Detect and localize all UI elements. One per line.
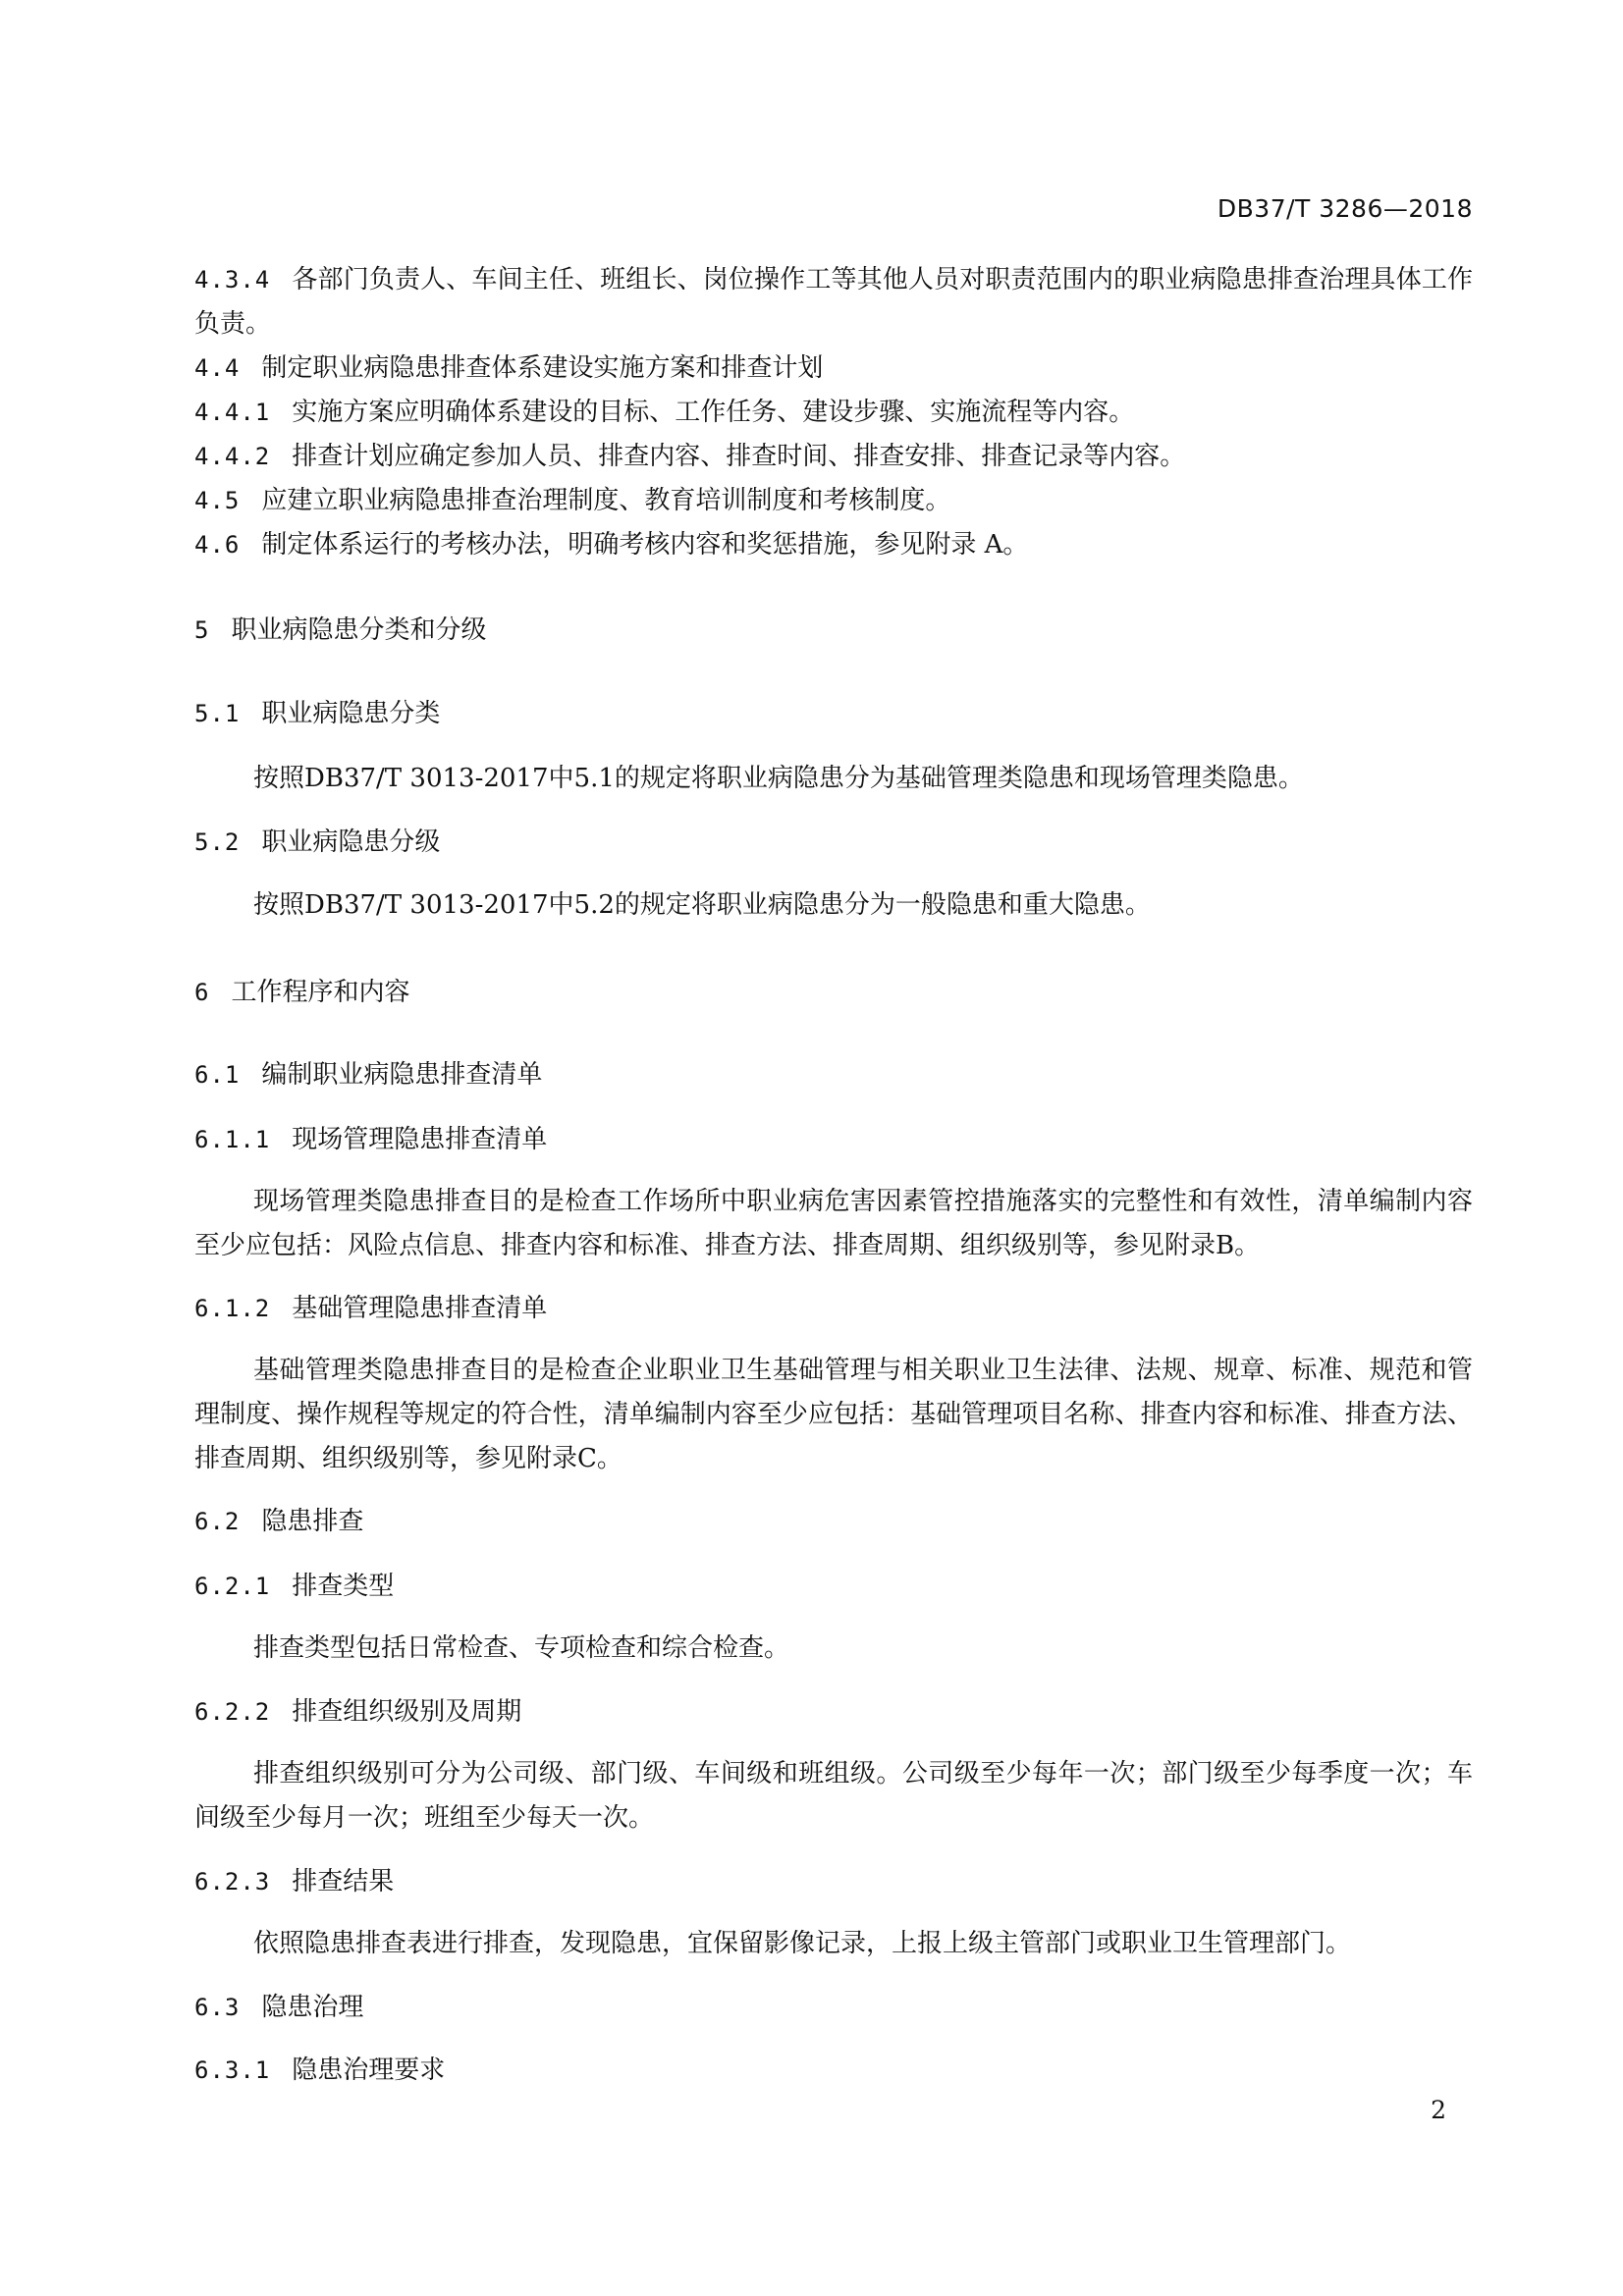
- clause-number: 4.4: [194, 354, 241, 382]
- section-title: 职业病隐患分类和分级: [231, 615, 487, 645]
- clause-4-4-2: [194, 435, 1473, 479]
- clause-text: 各部门负责人、车间主任、班组长、岗位操作工等其他人员对职责范围内的职业病隐患排查治理具体工作负责。: [194, 265, 1473, 339]
- section-6-2-2-body: 排查组织级别可分为公司级、部门级、车间级和班组级。公司级至少每年一次；部门级至少每季度一次；车间级至少每月一次；班组至少每天一次。: [194, 1759, 1473, 1833]
- section-number: 6.2.1: [194, 1573, 271, 1600]
- clause-text: 制定职业病隐患排查体系建设实施方案和排查计划: [261, 353, 824, 383]
- section-title: 隐患排查: [261, 1507, 364, 1536]
- clause-number: 4.4.2: [194, 443, 271, 470]
- section-number: 6.2: [194, 1508, 241, 1535]
- section-6-2-heading: [194, 1502, 1473, 1541]
- clause-4-5: [194, 479, 1473, 523]
- section-title: 排查类型: [292, 1572, 395, 1601]
- clause-4-6: [194, 523, 1473, 567]
- section-6-2-1-heading: [194, 1567, 1473, 1606]
- section-6-2-2-heading: [194, 1692, 1473, 1732]
- section-number: 6.1: [194, 1061, 241, 1089]
- section-6-2-3-heading: [194, 1862, 1473, 1901]
- section-5-heading: [194, 611, 1473, 650]
- clause-number: 4.4.1: [194, 399, 271, 426]
- section-title: 排查结果: [292, 1867, 395, 1896]
- section-number: 6.1.2: [194, 1295, 271, 1322]
- clause-number: 4.5: [194, 487, 241, 514]
- section-title: 隐患治理: [261, 1993, 364, 2022]
- section-6-3-1-heading: [194, 2051, 1473, 2090]
- document-code: DB37/T 3286—2018: [1217, 194, 1473, 223]
- clause-4-4-1: [194, 391, 1473, 435]
- section-5-2-heading: [194, 823, 1473, 862]
- section-title: 基础管理隐患排查清单: [292, 1294, 548, 1323]
- clause-text: 应建立职业病隐患排查治理制度、教育培训制度和考核制度。: [261, 486, 951, 515]
- section-title: 现场管理隐患排查清单: [292, 1125, 548, 1154]
- section-number: 6.1.1: [194, 1126, 271, 1153]
- section-5-1-heading: [194, 694, 1473, 733]
- section-title: 工作程序和内容: [231, 978, 410, 1007]
- section-title: 排查组织级别及周期: [292, 1697, 522, 1727]
- section-6-1-2-body: 基础管理类隐患排查目的是检查企业职业卫生基础管理与相关职业卫生法律、法规、规章、标准、规范和管理制度、操作规程等规定的符合性，清单编制内容至少应包括：基础管理项目名称、排查内容和标准、排查方法、排查周期、组织级别等，参见附录C。: [194, 1356, 1473, 1473]
- section-number: 6.3: [194, 1994, 241, 2021]
- section-number: 6.3.1: [194, 2056, 271, 2084]
- section-5-1-body: 按照DB37/T 3013-2017中5.1的规定将职业病隐患分为基础管理类隐患和现场管理类隐患。: [253, 764, 1304, 793]
- section-title: 隐患治理要求: [292, 2056, 446, 2085]
- clause-4-4: [194, 347, 1473, 391]
- section-number: 5.2: [194, 828, 241, 856]
- section-6-1-1-body: 现场管理类隐患排查目的是检查工作场所中职业病危害因素管控措施落实的完整性和有效性，清单编制内容至少应包括：风险点信息、排查内容和标准、排查方法、排查周期、组织级别等，参见附录B。: [194, 1187, 1473, 1260]
- section-6-1-heading: [194, 1055, 1473, 1095]
- section-number: 5.1: [194, 700, 241, 727]
- clause-4-3-4: [194, 258, 1473, 347]
- clause-text: 实施方案应明确体系建设的目标、工作任务、建设步骤、实施流程等内容。: [292, 398, 1135, 427]
- section-6-heading: [194, 973, 1473, 1012]
- clause-number: 4.6: [194, 531, 241, 559]
- clause-number: 4.3.4: [194, 266, 271, 294]
- clause-text: 制定体系运行的考核办法，明确考核内容和奖惩措施，参见附录 A。: [261, 530, 1029, 560]
- section-6-2-3-body: 依照隐患排查表进行排查，发现隐患，宜保留影像记录，上报上级主管部门或职业卫生管理部门。: [253, 1929, 1352, 1958]
- clause-text: 排查计划应确定参加人员、排查内容、排查时间、排查安排、排查记录等内容。: [292, 442, 1186, 471]
- section-6-1-2-heading: [194, 1289, 1473, 1328]
- section-number: 5: [194, 616, 210, 644]
- section-title: 编制职业病隐患排查清单: [261, 1060, 543, 1090]
- section-number: 6.2.3: [194, 1868, 271, 1896]
- section-6-2-1-body: 排查类型包括日常检查、专项检查和综合检查。: [253, 1633, 790, 1663]
- section-5-2-body: 按照DB37/T 3013-2017中5.2的规定将职业病隐患分为一般隐患和重大隐患。: [253, 890, 1151, 920]
- section-6-3-heading: [194, 1988, 1473, 2027]
- section-6-1-1-heading: [194, 1120, 1473, 1159]
- section-number: 6: [194, 979, 210, 1006]
- page-number: 2: [1431, 2096, 1446, 2124]
- section-title: 职业病隐患分类: [261, 699, 441, 728]
- section-number: 6.2.2: [194, 1698, 271, 1726]
- section-title: 职业病隐患分级: [261, 828, 441, 857]
